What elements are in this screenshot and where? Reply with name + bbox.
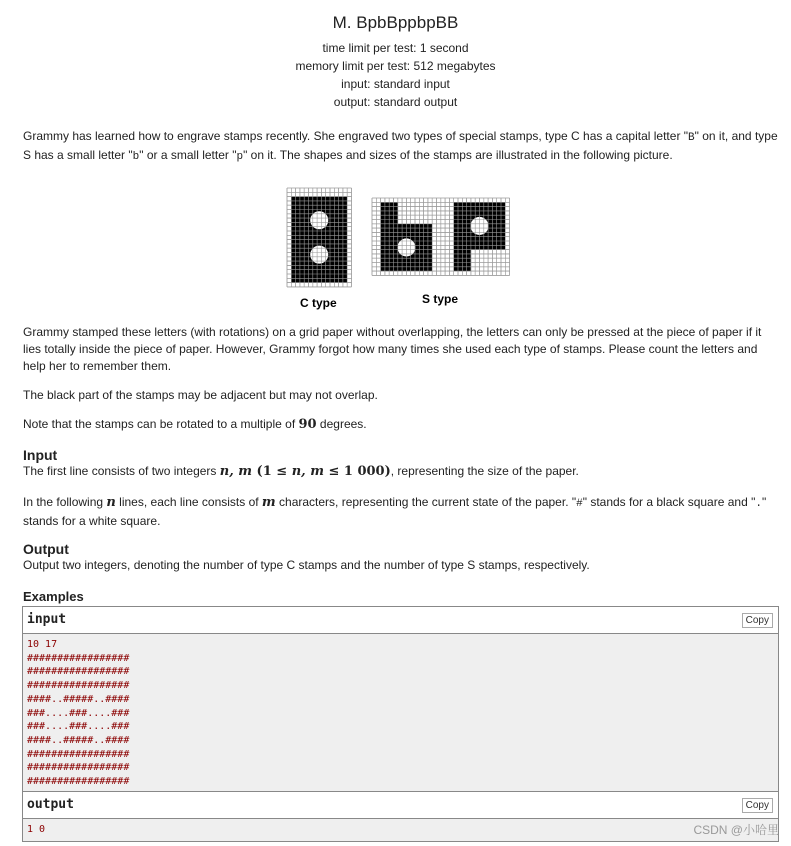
time-limit: time limit per test: 1 second xyxy=(322,41,469,55)
examples-title xyxy=(23,589,778,605)
examples-heading: Examples xyxy=(23,589,84,604)
math-paren: (1 ≤ xyxy=(252,464,292,479)
s-type-label: S type xyxy=(422,292,459,306)
sample-input-label: input xyxy=(27,612,67,627)
statement-paragraph-2 xyxy=(23,324,778,375)
sample-input-box xyxy=(22,606,779,794)
math-n: n xyxy=(106,495,116,510)
text: Grammy has learned how to engrave stamps recently. She engraved two types of special stamps, type C has a capital letter " xyxy=(23,129,689,143)
math-m: m xyxy=(261,495,276,510)
text: Grammy stamped these letters (with rotations) on a grid paper without overlapping, the letters can only be pressed at the piece of paper if it lies totally inside the piece of paper. However, Grammy forgot how many times she used each type of stamps. Please count the letters and help her to remember them. xyxy=(23,325,762,373)
problem-header xyxy=(0,0,791,111)
text: lines, each line consists of xyxy=(115,495,262,509)
text: " on it, and type S has a small letter " xyxy=(23,129,778,162)
input-title: Input xyxy=(23,447,58,463)
text: Note that the stamps can be rotated to a multiple of xyxy=(23,417,299,431)
input-source: input: standard input xyxy=(341,77,450,91)
sample-input-header xyxy=(23,607,778,634)
code-b: b xyxy=(132,151,140,163)
c-type-label: C type xyxy=(300,296,337,310)
output-title: Output xyxy=(23,541,69,557)
sample-output-body xyxy=(23,819,778,841)
csdn-watermark: CSDN @小哈里 xyxy=(693,823,779,837)
sample-output-text[interactable]: 1 0 xyxy=(27,824,46,835)
memory-limit: memory limit per test: 512 megabytes xyxy=(295,59,496,73)
sample-output-box xyxy=(22,791,779,842)
text: degrees. xyxy=(316,417,367,431)
math-n-m: n, m xyxy=(291,464,324,479)
copy-output-button[interactable]: Copy xyxy=(742,798,773,813)
sample-output-label: output xyxy=(27,797,74,812)
statement-paragraph-3 xyxy=(23,387,778,404)
statement-paragraph-4 xyxy=(23,416,778,433)
math-paren: ≤ 1 000) xyxy=(323,464,391,479)
sample-input-text[interactable]: 10 17 ################# ################# ################# ####..#####..#### ###....###....### ###....###....### ####..#####..#### ################# ################# ################# xyxy=(27,639,130,788)
text: " or a small letter " xyxy=(139,148,237,162)
sample-input-body xyxy=(23,634,778,793)
text: characters, representing the current state of the paper. " xyxy=(275,495,577,509)
output-text: Output two integers, denoting the number of type C stamps and the number of type S stamps, respectively. xyxy=(23,558,590,572)
text: In the following xyxy=(23,495,107,509)
math-90: 90 xyxy=(298,417,317,432)
sample-output-header xyxy=(23,792,778,819)
statement-paragraph-1 xyxy=(23,128,778,166)
problem-title: M. BpbBppbpBB xyxy=(332,13,459,32)
text: The first line consists of two integers xyxy=(23,464,220,478)
text: " stands for a white square. xyxy=(23,495,767,528)
stamps-figure xyxy=(0,186,791,316)
stamps-illustration xyxy=(0,186,791,316)
input-paragraph-2 xyxy=(23,494,778,530)
copy-input-button[interactable]: Copy xyxy=(742,613,773,628)
text: " on it. The shapes and sizes of the stamps are illustrated in the following picture. xyxy=(243,148,673,162)
output-source: output: standard output xyxy=(333,95,458,109)
code-p: p xyxy=(236,151,244,163)
text: The black part of the stamps may be adjacent but may not overlap. xyxy=(23,388,378,402)
code-dot: . xyxy=(755,498,762,510)
code-hash: # xyxy=(576,498,583,510)
text: , representing the size of the paper. xyxy=(390,464,579,478)
code-B: B xyxy=(688,132,695,144)
output-section xyxy=(23,541,778,574)
text: " stands for a black square and " xyxy=(582,495,756,509)
math-n-m: n, m xyxy=(219,464,253,479)
input-section xyxy=(23,447,778,480)
